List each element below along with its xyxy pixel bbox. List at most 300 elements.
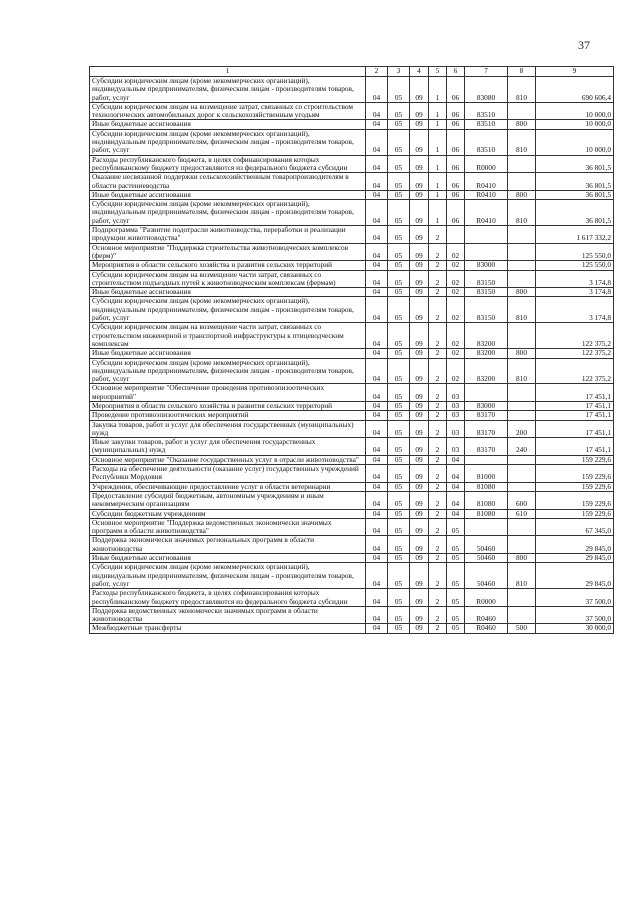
row-subprogram-cell: 2 (429, 401, 447, 410)
row-section-cell: 04 (366, 420, 388, 438)
row-subprogram-cell: 1 (429, 173, 447, 191)
row-subprogram-cell: 2 (429, 563, 447, 589)
row-name-cell: Субсидии юридическим лицам (кроме некоммерческих организаций), индивидуальным предпринимателям, физическим лицам - производителям товаров, работ, услуг (90, 200, 366, 226)
row-target-cell: 83150 (465, 288, 508, 297)
row-section-cell: 04 (366, 482, 388, 491)
row-section-cell: 04 (366, 261, 388, 270)
row-expense-type-cell (508, 155, 536, 173)
row-amount-cell: 36 801,5 (536, 190, 614, 199)
row-subprogram-cell: 2 (429, 509, 447, 518)
row-expense-type-cell (508, 455, 536, 464)
row-measure-cell: 02 (447, 243, 465, 261)
row-amount-cell: 17 451,1 (536, 401, 614, 410)
row-program-cell: 09 (410, 384, 429, 402)
row-subsection-cell: 05 (388, 384, 410, 402)
row-measure-cell: 06 (447, 200, 465, 226)
row-amount-cell: 125 550,0 (536, 243, 614, 261)
row-measure-cell: 02 (447, 288, 465, 297)
row-subsection-cell: 05 (388, 606, 410, 624)
row-subsection-cell: 05 (388, 261, 410, 270)
row-section-cell: 04 (366, 323, 388, 349)
row-subprogram-cell: 2 (429, 411, 447, 420)
row-subsection-cell: 05 (388, 358, 410, 384)
row-measure-cell: 03 (447, 420, 465, 438)
row-section-cell: 04 (366, 102, 388, 120)
row-name-cell: Расходы на обеспечение деятельности (оказание услуг) государственных учреждений Республики Мордовия (90, 465, 366, 483)
table-row (90, 554, 614, 563)
row-name-cell: Основное мероприятие "Оказание государственных услуг в отрасли животноводства" (90, 455, 366, 464)
row-target-cell: R0460 (465, 606, 508, 624)
table-body (90, 77, 614, 634)
table-row (90, 411, 614, 420)
table-row (90, 190, 614, 199)
row-target-cell: R0000 (465, 155, 508, 173)
row-program-cell: 09 (410, 323, 429, 349)
row-target-cell: 50460 (465, 536, 508, 554)
table-row (90, 358, 614, 384)
row-subsection-cell: 05 (388, 77, 410, 103)
row-program-cell: 09 (410, 563, 429, 589)
row-measure-cell: 02 (447, 323, 465, 349)
row-program-cell: 09 (410, 243, 429, 261)
row-section-cell: 04 (366, 465, 388, 483)
row-amount-cell: 10 000,0 (536, 129, 614, 155)
row-amount-cell: 10 000,0 (536, 102, 614, 120)
row-section-cell: 04 (366, 349, 388, 358)
row-measure-cell: 02 (447, 270, 465, 288)
row-name-cell: Поддержка ведомственных экономически значимых программ в области животноводства (90, 606, 366, 624)
row-measure-cell: 02 (447, 297, 465, 323)
table-row (90, 465, 614, 483)
row-measure-cell: 02 (447, 261, 465, 270)
row-measure-cell: 06 (447, 120, 465, 129)
table-row (90, 226, 614, 244)
header-col-7: 7 (465, 67, 508, 77)
table-row (90, 384, 614, 402)
row-subprogram-cell: 2 (429, 455, 447, 464)
row-program-cell: 09 (410, 455, 429, 464)
row-expense-type-cell (508, 173, 536, 191)
row-target-cell: 81080 (465, 482, 508, 491)
row-name-cell: Предоставление субсидий бюджетным, автономным учреждениям и иным некоммерческим организациям (90, 491, 366, 509)
row-target-cell: 81000 (465, 465, 508, 483)
row-program-cell: 09 (410, 77, 429, 103)
row-expense-type-cell: 600 (508, 491, 536, 509)
row-expense-type-cell: 610 (508, 509, 536, 518)
row-subsection-cell: 05 (388, 536, 410, 554)
table-row (90, 420, 614, 438)
row-amount-cell: 30 000,0 (536, 624, 614, 633)
row-name-cell: Закупка товаров, работ и услуг для обеспечения государственных (муниципальных) нужд (90, 420, 366, 438)
header-col-8: 8 (508, 67, 536, 77)
row-program-cell: 09 (410, 491, 429, 509)
row-measure-cell: 03 (447, 401, 465, 410)
row-name-cell: Субсидии юридическим лицам (кроме некоммерческих организаций), индивидуальным предпринимателям, физическим лицам - производителям товаров, работ, услуг (90, 129, 366, 155)
row-expense-type-cell (508, 482, 536, 491)
row-target-cell: R0000 (465, 589, 508, 607)
row-target-cell: 83510 (465, 120, 508, 129)
row-amount-cell: 159 229,6 (536, 509, 614, 518)
row-subprogram-cell: 2 (429, 518, 447, 536)
row-subprogram-cell: 2 (429, 482, 447, 491)
row-subsection-cell: 05 (388, 401, 410, 410)
row-measure-cell: 04 (447, 509, 465, 518)
row-amount-cell: 17 451,1 (536, 420, 614, 438)
row-target-cell: R0410 (465, 190, 508, 199)
row-subprogram-cell: 2 (429, 323, 447, 349)
row-amount-cell: 690 606,4 (536, 77, 614, 103)
row-name-cell: Иные бюджетные ассигнования (90, 120, 366, 129)
row-amount-cell: 67 345,0 (536, 518, 614, 536)
row-subprogram-cell: 2 (429, 358, 447, 384)
table-row (90, 155, 614, 173)
row-target-cell (465, 243, 508, 261)
row-subprogram-cell: 2 (429, 536, 447, 554)
row-subprogram-cell: 2 (429, 297, 447, 323)
row-expense-type-cell (508, 606, 536, 624)
row-section-cell: 04 (366, 288, 388, 297)
row-expense-type-cell (508, 243, 536, 261)
row-subsection-cell: 05 (388, 270, 410, 288)
row-target-cell: 83150 (465, 297, 508, 323)
row-subsection-cell: 05 (388, 509, 410, 518)
table-row (90, 509, 614, 518)
row-target-cell: 50460 (465, 563, 508, 589)
row-measure-cell: 05 (447, 518, 465, 536)
row-measure-cell: 03 (447, 384, 465, 402)
row-measure-cell: 05 (447, 563, 465, 589)
row-expense-type-cell (508, 261, 536, 270)
header-col-6: 6 (447, 67, 465, 77)
table-row (90, 288, 614, 297)
row-measure-cell: 03 (447, 438, 465, 456)
row-name-cell: Расходы республиканского бюджета, в целях софинансирования которых республиканскому бюджету предоставляются из федерального бюджета субсидии (90, 589, 366, 607)
row-name-cell: Оказание несвязанной поддержки сельскохозяйственным товаропроизводителям в области растениеводства (90, 173, 366, 191)
row-name-cell: Мероприятия в области сельского хозяйства и развития сельских территорий (90, 401, 366, 410)
row-name-cell: Проведение противоэпизоотических мероприятий (90, 411, 366, 420)
row-amount-cell: 159 229,6 (536, 465, 614, 483)
row-expense-type-cell (508, 102, 536, 120)
row-program-cell: 09 (410, 438, 429, 456)
row-name-cell: Основное мероприятие "Поддержка строительства животноводческих комплексов (ферм)" (90, 243, 366, 261)
row-subsection-cell: 05 (388, 190, 410, 199)
table-row (90, 455, 614, 464)
row-amount-cell: 122 375,2 (536, 358, 614, 384)
row-name-cell: Мероприятия в области сельского хозяйства и развития сельских территорий (90, 261, 366, 270)
row-target-cell: R0410 (465, 200, 508, 226)
row-expense-type-cell (508, 270, 536, 288)
row-subsection-cell: 05 (388, 518, 410, 536)
table-row (90, 563, 614, 589)
table-row (90, 129, 614, 155)
row-name-cell: Субсидии юридическим лицам (кроме некоммерческих организаций), индивидуальным предпринимателям, физическим лицам - производителям товаров, работ, услуг (90, 77, 366, 103)
row-program-cell: 09 (410, 589, 429, 607)
row-name-cell: Субсидии бюджетным учреждениям (90, 509, 366, 518)
budget-table (89, 66, 614, 634)
page-number: 37 (578, 38, 590, 52)
row-amount-cell: 3 174,8 (536, 270, 614, 288)
row-measure-cell: 04 (447, 465, 465, 483)
row-amount-cell: 125 550,0 (536, 261, 614, 270)
row-amount-cell: 29 845,0 (536, 536, 614, 554)
row-target-cell: 81080 (465, 491, 508, 509)
row-subprogram-cell: 2 (429, 384, 447, 402)
row-subprogram-cell: 2 (429, 606, 447, 624)
header-col-3: 3 (388, 67, 410, 77)
row-subsection-cell: 05 (388, 323, 410, 349)
row-amount-cell: 10 000,0 (536, 120, 614, 129)
row-program-cell: 09 (410, 554, 429, 563)
row-amount-cell: 17 451,1 (536, 384, 614, 402)
row-subsection-cell: 05 (388, 226, 410, 244)
row-measure-cell: 06 (447, 77, 465, 103)
row-program-cell: 09 (410, 536, 429, 554)
row-section-cell: 04 (366, 358, 388, 384)
row-subsection-cell: 05 (388, 482, 410, 491)
header-col-1: 1 (90, 67, 366, 77)
row-target-cell: 83000 (465, 261, 508, 270)
row-section-cell: 04 (366, 173, 388, 191)
row-expense-type-cell: 800 (508, 288, 536, 297)
row-target-cell: 83510 (465, 102, 508, 120)
row-expense-type-cell (508, 411, 536, 420)
table-row (90, 77, 614, 103)
row-expense-type-cell: 810 (508, 358, 536, 384)
row-subprogram-cell: 2 (429, 243, 447, 261)
row-target-cell: 83200 (465, 349, 508, 358)
row-name-cell: Основное мероприятие "Обеспечение проведения противоэпизоотических мероприятий" (90, 384, 366, 402)
row-subprogram-cell: 1 (429, 102, 447, 120)
table-row (90, 243, 614, 261)
row-name-cell: Учреждения, обеспечивающие предоставление услуг в области ветеринарии (90, 482, 366, 491)
row-subprogram-cell: 1 (429, 120, 447, 129)
row-section-cell: 04 (366, 384, 388, 402)
row-subprogram-cell: 2 (429, 465, 447, 483)
header-col-4: 4 (410, 67, 429, 77)
table-row (90, 536, 614, 554)
row-subsection-cell: 05 (388, 563, 410, 589)
row-subprogram-cell: 1 (429, 77, 447, 103)
row-expense-type-cell: 240 (508, 438, 536, 456)
row-target-cell (465, 455, 508, 464)
row-subprogram-cell: 1 (429, 200, 447, 226)
row-measure-cell: 06 (447, 155, 465, 173)
row-expense-type-cell: 200 (508, 420, 536, 438)
row-program-cell: 09 (410, 411, 429, 420)
row-subprogram-cell: 1 (429, 129, 447, 155)
row-section-cell: 04 (366, 297, 388, 323)
row-name-cell: Субсидии юридическим лицам на возмещение части затрат, связанных со строительством инженерной и транспортной инфраструктуры к птицеводческим комплексам (90, 323, 366, 349)
row-program-cell: 09 (410, 297, 429, 323)
row-subsection-cell: 05 (388, 589, 410, 607)
row-target-cell: 83170 (465, 411, 508, 420)
table-row (90, 438, 614, 456)
row-amount-cell: 37 500,0 (536, 589, 614, 607)
row-section-cell: 04 (366, 243, 388, 261)
row-expense-type-cell: 800 (508, 349, 536, 358)
row-expense-type-cell (508, 226, 536, 244)
row-name-cell: Иные бюджетные ассигнования (90, 288, 366, 297)
row-name-cell: Поддержка экономически значимых региональных программ в области животноводства (90, 536, 366, 554)
row-subprogram-cell: 2 (429, 491, 447, 509)
row-section-cell: 04 (366, 509, 388, 518)
row-subsection-cell: 05 (388, 155, 410, 173)
row-subsection-cell: 05 (388, 243, 410, 261)
table-row (90, 491, 614, 509)
row-target-cell: R0460 (465, 624, 508, 633)
row-measure-cell: 04 (447, 455, 465, 464)
row-subprogram-cell: 2 (429, 270, 447, 288)
row-section-cell: 04 (366, 77, 388, 103)
row-measure-cell: 06 (447, 129, 465, 155)
row-target-cell: 83000 (465, 401, 508, 410)
row-subprogram-cell: 2 (429, 438, 447, 456)
table-row (90, 200, 614, 226)
row-section-cell: 04 (366, 200, 388, 226)
row-section-cell: 04 (366, 589, 388, 607)
row-subsection-cell: 05 (388, 554, 410, 563)
table-row (90, 624, 614, 633)
row-subsection-cell: 05 (388, 411, 410, 420)
row-measure-cell: 05 (447, 589, 465, 607)
table-row (90, 173, 614, 191)
row-measure-cell: 05 (447, 536, 465, 554)
row-expense-type-cell: 500 (508, 624, 536, 633)
row-section-cell: 04 (366, 270, 388, 288)
row-program-cell: 09 (410, 518, 429, 536)
row-expense-type-cell: 800 (508, 190, 536, 199)
row-program-cell: 09 (410, 155, 429, 173)
row-target-cell: 83150 (465, 270, 508, 288)
row-name-cell: Субсидии юридическим лицам (кроме некоммерческих организаций), индивидуальным предпринимателям, физическим лицам - производителям товаров, работ, услуг (90, 297, 366, 323)
row-amount-cell: 159 229,6 (536, 455, 614, 464)
row-expense-type-cell: 810 (508, 129, 536, 155)
row-amount-cell: 159 229,6 (536, 491, 614, 509)
row-name-cell: Субсидии юридическим лицам (кроме некоммерческих организаций), индивидуальным предпринимателям, физическим лицам - производителям товаров, работ, услуг (90, 358, 366, 384)
row-program-cell: 09 (410, 200, 429, 226)
row-measure-cell: 05 (447, 606, 465, 624)
row-program-cell: 09 (410, 606, 429, 624)
row-subsection-cell: 05 (388, 420, 410, 438)
row-expense-type-cell: 810 (508, 563, 536, 589)
row-section-cell: 04 (366, 563, 388, 589)
table-row (90, 589, 614, 607)
row-expense-type-cell: 810 (508, 297, 536, 323)
row-target-cell: 83200 (465, 358, 508, 384)
row-amount-cell: 122 375,2 (536, 323, 614, 349)
table-row (90, 120, 614, 129)
row-subprogram-cell: 2 (429, 589, 447, 607)
row-subsection-cell: 05 (388, 624, 410, 633)
row-name-cell: Расходы республиканского бюджета, в целях софинансирования которых республиканскому бюджету предоставляются из федерального бюджета субсидии (90, 155, 366, 173)
row-section-cell: 04 (366, 155, 388, 173)
row-subprogram-cell: 1 (429, 190, 447, 199)
header-row (90, 67, 614, 77)
row-subsection-cell: 05 (388, 438, 410, 456)
row-subprogram-cell: 2 (429, 261, 447, 270)
row-measure-cell: 06 (447, 102, 465, 120)
header-col-2: 2 (366, 67, 388, 77)
row-expense-type-cell (508, 401, 536, 410)
row-subsection-cell: 05 (388, 288, 410, 297)
row-name-cell: Основное мероприятие "Поддержка ведомственных экономически значимых программ в области животноводства" (90, 518, 366, 536)
row-expense-type-cell (508, 589, 536, 607)
row-subprogram-cell: 2 (429, 624, 447, 633)
row-expense-type-cell (508, 384, 536, 402)
row-amount-cell: 36 801,5 (536, 173, 614, 191)
row-program-cell: 09 (410, 288, 429, 297)
row-subsection-cell: 05 (388, 465, 410, 483)
row-section-cell: 04 (366, 624, 388, 633)
row-program-cell: 09 (410, 270, 429, 288)
row-expense-type-cell (508, 323, 536, 349)
row-section-cell: 04 (366, 606, 388, 624)
table-row (90, 261, 614, 270)
row-subprogram-cell: 2 (429, 420, 447, 438)
row-subprogram-cell: 1 (429, 155, 447, 173)
row-name-cell: Субсидии юридическим лицам на возмещение затрат, связанных со строительством технологических автомобильных дорог к сельскохозяйственным угодьям (90, 102, 366, 120)
row-section-cell: 04 (366, 554, 388, 563)
row-expense-type-cell: 810 (508, 77, 536, 103)
table-row (90, 102, 614, 120)
row-target-cell (465, 226, 508, 244)
row-subsection-cell: 05 (388, 455, 410, 464)
row-subprogram-cell: 2 (429, 226, 447, 244)
row-amount-cell: 1 617 332,2 (536, 226, 614, 244)
row-section-cell: 04 (366, 401, 388, 410)
row-amount-cell: 122 375,2 (536, 349, 614, 358)
row-program-cell: 09 (410, 509, 429, 518)
row-subprogram-cell: 2 (429, 554, 447, 563)
row-name-cell: Иные бюджетные ассигнования (90, 190, 366, 199)
row-program-cell: 09 (410, 349, 429, 358)
row-subsection-cell: 05 (388, 129, 410, 155)
table-row (90, 270, 614, 288)
row-measure-cell: 04 (447, 482, 465, 491)
row-measure-cell: 05 (447, 624, 465, 633)
row-target-cell: 83170 (465, 420, 508, 438)
row-program-cell: 09 (410, 401, 429, 410)
row-program-cell: 09 (410, 120, 429, 129)
row-program-cell: 09 (410, 358, 429, 384)
row-program-cell: 09 (410, 129, 429, 155)
row-name-cell: Иные бюджетные ассигнования (90, 554, 366, 563)
row-measure-cell: 02 (447, 358, 465, 384)
row-amount-cell: 3 174,8 (536, 288, 614, 297)
row-subsection-cell: 05 (388, 200, 410, 226)
row-target-cell: R0410 (465, 173, 508, 191)
row-target-cell: 83200 (465, 323, 508, 349)
table-row (90, 606, 614, 624)
row-subsection-cell: 05 (388, 173, 410, 191)
row-subsection-cell: 05 (388, 491, 410, 509)
row-measure-cell: 06 (447, 190, 465, 199)
row-program-cell: 09 (410, 226, 429, 244)
row-measure-cell: 02 (447, 349, 465, 358)
row-name-cell: Субсидии юридическим лицам на возмещение части затрат, связанных со строительством подъездных путей к животноводческим комплексам (фермам) (90, 270, 366, 288)
row-section-cell: 04 (366, 536, 388, 554)
row-amount-cell: 17 451,1 (536, 438, 614, 456)
row-measure-cell: 04 (447, 491, 465, 509)
row-expense-type-cell (508, 518, 536, 536)
row-program-cell: 09 (410, 102, 429, 120)
header-col-9: 9 (536, 67, 614, 77)
row-name-cell: Субсидии юридическим лицам (кроме некоммерческих организаций), индивидуальным предпринимателям, физическим лицам - производителям товаров, работ, услуг (90, 563, 366, 589)
row-measure-cell: 06 (447, 173, 465, 191)
row-name-cell: Подпрограмма "Развитие подотрасли животноводства, переработки и реализации продукции животноводства" (90, 226, 366, 244)
row-section-cell: 04 (366, 129, 388, 155)
row-section-cell: 04 (366, 518, 388, 536)
